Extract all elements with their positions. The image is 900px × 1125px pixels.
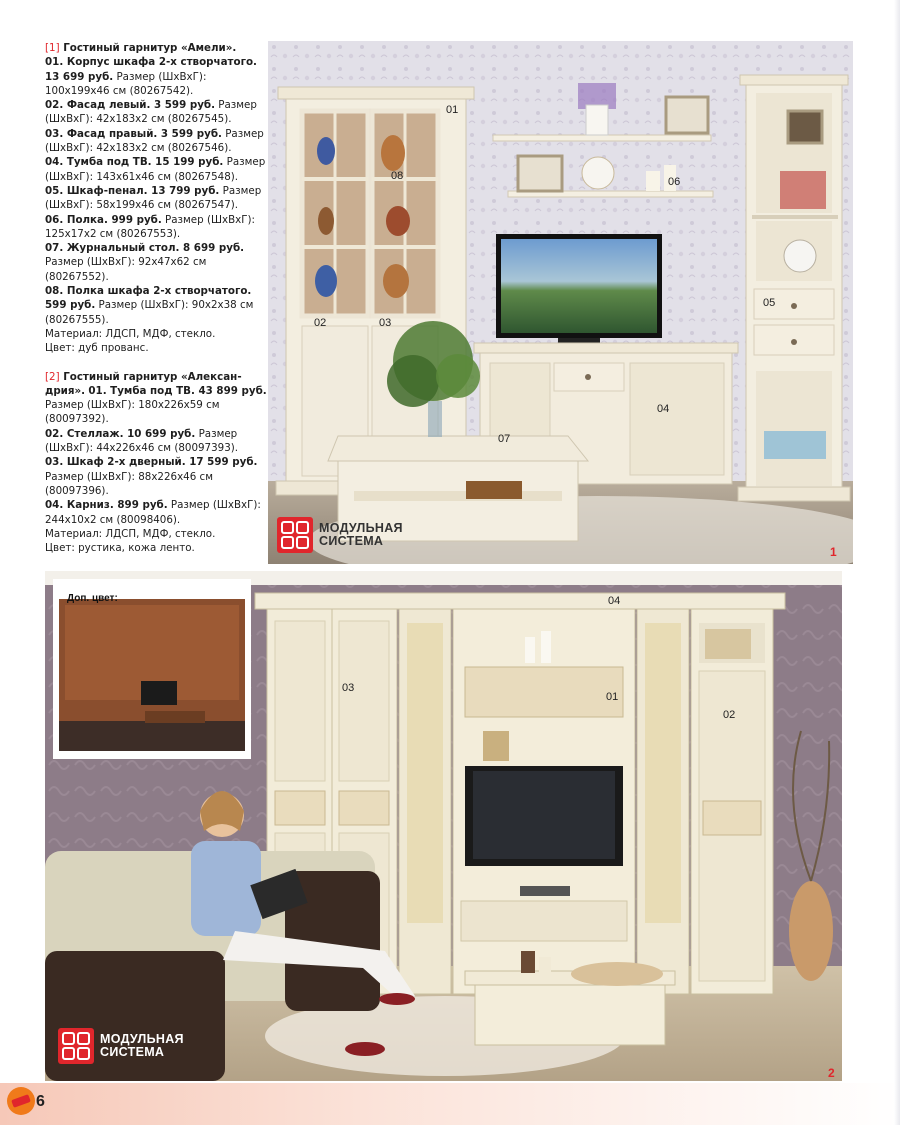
store-logo-icon xyxy=(6,1086,36,1116)
callout-07: 07 xyxy=(498,433,511,445)
set-1-item xyxy=(45,241,267,284)
set-1-item xyxy=(45,284,267,327)
page-edge xyxy=(894,0,900,1125)
badge-line-2: СИСТЕМА xyxy=(319,534,384,548)
item-head: 04. Тумба под ТВ. 15 199 руб. xyxy=(45,156,224,169)
item-head: 08. Полка шкафа 2-х створчатого. 599 руб. xyxy=(45,285,252,312)
set-2-title: Гостиный гарнитур «Александрия». xyxy=(45,370,242,397)
set-1-item xyxy=(45,98,267,127)
item-spec: Размер (ШхВхГ): 180x226x59 см (80097392). xyxy=(45,399,220,426)
callout-04: 04 xyxy=(608,595,621,607)
modular-system-logo-icon xyxy=(58,1028,94,1064)
item-spec: Размер (ШхВхГ): 143x61x46 см (80267548). xyxy=(45,156,266,183)
item-head: 05. Шкаф-пенал. 13 799 руб. xyxy=(45,184,220,197)
photo-ref-number: 1 xyxy=(830,545,837,559)
item-head: 03. Шкаф 2-х дверный. 17 599 руб. xyxy=(45,456,258,469)
modular-system-badge xyxy=(277,517,403,553)
callout-04: 04 xyxy=(657,403,670,415)
set-1-item xyxy=(45,127,267,156)
item-spec: Размер (ШхВхГ): 90x2x38 см (80267555). xyxy=(45,299,254,326)
callout-01: 01 xyxy=(606,691,619,703)
set-2-item xyxy=(45,455,267,498)
badge-line-1: МОДУЛЬНАЯ xyxy=(319,521,403,535)
item-spec: Размер (ШхВхГ): 92x47x62 см (80267552). xyxy=(45,256,207,283)
product-description-column xyxy=(45,41,267,569)
set-1-item xyxy=(45,155,267,184)
badge-line-2: СИСТЕМА xyxy=(100,1045,165,1059)
set-1-material: Материал: ЛДСП, МДФ, стекло. xyxy=(45,327,216,340)
callout-02: 02 xyxy=(723,709,736,721)
callout-03: 03 xyxy=(342,682,355,694)
item-spec: Размер (ШхВхГ): 100x199x46 см (80267542). xyxy=(45,70,207,97)
item-spec: Размер (ШхВхГ): 88x226x46 см (80097396). xyxy=(45,470,213,497)
set-2-color: Цвет: рустика, кожа ленто. xyxy=(45,542,195,555)
amelie-living-room-photo xyxy=(268,41,853,564)
set-2-ref: [2] xyxy=(45,370,60,383)
item-spec: Размер (ШхВхГ): 44x226x46 см (80097393). xyxy=(45,427,239,455)
item-spec: Размер (ШхВхГ): 244x10x2 см (80098406). xyxy=(45,499,261,526)
set-1-ref: [1] xyxy=(45,42,60,54)
set-1-color: Цвет: дуб прованс. xyxy=(45,342,149,355)
set-1-item xyxy=(45,184,267,213)
item-spec: Размер (ШхВхГ): 42x183x2 см (80267546). xyxy=(45,127,264,155)
item-head: 01. Тумба под ТВ. 43 899 руб. xyxy=(88,384,267,397)
item-spec: Размер (ШхВхГ): 58x199x46 см (80267547). xyxy=(45,184,262,212)
additional-color-label: Доп. цвет: xyxy=(67,593,118,604)
alexandria-living-room-photo xyxy=(45,571,842,1081)
item-head: 02. Фасад левый. 3 599 руб. xyxy=(45,99,216,112)
set-2-description xyxy=(45,370,267,556)
callout-06: 06 xyxy=(668,176,681,188)
item-head: 07. Журнальный стол. 8 699 руб. xyxy=(45,242,245,255)
item-spec: Размер (ШхВхГ): 42x183x2 см (80267545). xyxy=(45,99,257,126)
page-number: 6 xyxy=(36,1093,45,1110)
callout-02: 02 xyxy=(314,317,327,329)
set-1-item xyxy=(45,55,267,98)
alexandria-room-illustration xyxy=(45,571,842,1081)
item-head: 04. Карниз. 899 руб. xyxy=(45,499,168,512)
set-1-title: Гостиный гарнитур «Амели». xyxy=(63,42,237,54)
set-1-heading xyxy=(45,42,236,54)
callout-03: 03 xyxy=(379,317,392,329)
item-head: 02. Стеллаж. 10 699 руб. xyxy=(45,427,196,440)
badge-line-1: МОДУЛЬНАЯ xyxy=(100,1032,184,1046)
modular-system-logo-icon xyxy=(277,517,313,553)
callout-01: 01 xyxy=(446,104,459,116)
item-head: 01. Корпус шкафа 2-х створчатого. 13 699 руб. xyxy=(45,56,257,83)
set-2-item xyxy=(45,498,267,527)
callout-05: 05 xyxy=(763,297,776,309)
modular-system-badge xyxy=(58,1028,184,1064)
callout-08: 08 xyxy=(391,170,404,182)
footer-strip xyxy=(0,1083,900,1125)
item-head: 03. Фасад правый. 3 599 руб. xyxy=(45,127,222,140)
set-1-description xyxy=(45,41,267,356)
set-2-material: Материал: ЛДСП, МДФ, стекло. xyxy=(45,527,216,540)
item-head: 06. Полка. 999 руб. xyxy=(45,213,162,226)
photo-ref-number: 2 xyxy=(828,1066,835,1080)
item-spec: Размер (ШхВхГ): 125x17x2 см (80267553). xyxy=(45,213,255,240)
set-2-item xyxy=(45,427,267,456)
set-1-item xyxy=(45,213,267,242)
